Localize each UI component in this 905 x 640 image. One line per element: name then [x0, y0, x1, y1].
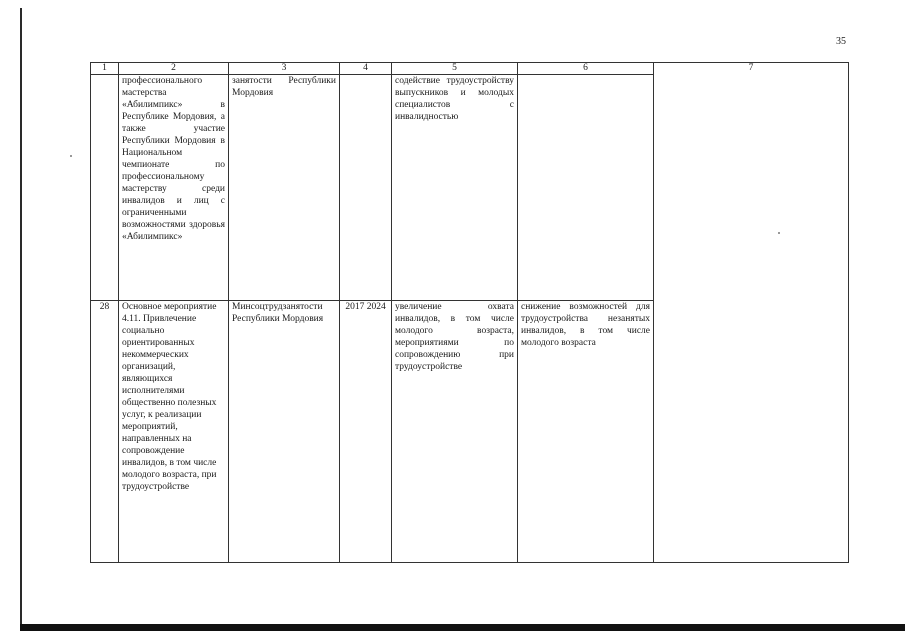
event-cell: профессионального мастерства «Абилимпикс» в Республике Мордовия, а также участие Республики Мордовия в Национальном чемпионате по профессиональному мастерству среди инвалидов и лиц с ограниченными возможностями здоровья «Абилимпикс» [119, 75, 229, 301]
result-cell: содействие трудоустройству выпускников и молодых специалистов с инвалидностью [392, 75, 518, 301]
header-cell: 4 [340, 63, 392, 75]
consequence-cell [518, 75, 654, 301]
scan-speck [70, 155, 72, 157]
header-cell: 3 [229, 63, 340, 75]
period-cell: 2017 2024 [340, 301, 392, 563]
scan-bottom-edge [20, 624, 905, 631]
row-number: 28 [91, 301, 119, 563]
period-cell [340, 75, 392, 301]
scan-left-edge [20, 8, 22, 628]
header-cell: 6 [518, 63, 654, 75]
row-number [91, 75, 119, 301]
header-cell: 1 [91, 63, 119, 75]
header-row [91, 63, 849, 75]
consequence-cell: снижение возможностей для трудоустройства незанятых инвалидов, в том числе молодого возраста [518, 301, 654, 563]
header-cell: 7 [654, 63, 849, 563]
executor-cell: занятости Республики Мордовия [229, 75, 340, 301]
program-table [90, 62, 849, 563]
result-cell: увеличение охвата инвалидов, в том числе молодого возраста, мероприятиями по сопровождению при трудоустройстве [392, 301, 518, 563]
header-cell: 2 [119, 63, 229, 75]
page-number: 35 [836, 36, 846, 47]
event-cell: Основное мероприятие 4.11. Привлечение социально ориентированных некоммерческих организаций, являющихся исполнителями общественно полезных услуг, к реализации мероприятий, направленных на сопровождение инвалидов, в том числе молодого возраста, при трудоустройстве [119, 301, 229, 563]
header-cell: 5 [392, 63, 518, 75]
executor-cell: Минсоцтрудзанятости Республики Мордовия [229, 301, 340, 563]
